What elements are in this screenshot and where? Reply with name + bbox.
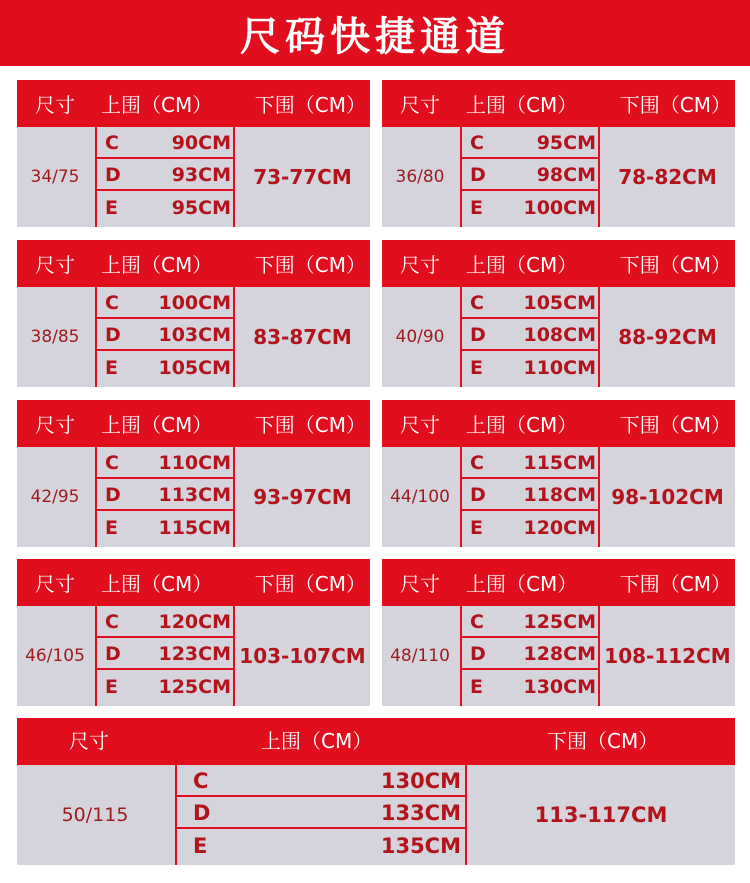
- header-bust: 上围（CM）: [261, 729, 373, 753]
- header-bust: 上围（CM）: [101, 253, 213, 277]
- underbust-value: 83-87CM: [253, 325, 352, 349]
- bust-value: 128CM: [523, 642, 596, 665]
- cup-row: [97, 192, 233, 223]
- underbust-value: 88-92CM: [618, 325, 717, 349]
- cup-letter: C: [105, 610, 119, 633]
- bust-value: 110CM: [523, 356, 596, 379]
- cup-row: [97, 128, 233, 159]
- cup-letter: C: [470, 291, 484, 314]
- cup-list: [95, 287, 235, 387]
- size-label: 44/100: [390, 487, 450, 507]
- cup-row: [97, 512, 233, 543]
- cup-letter: D: [105, 163, 121, 186]
- cup-row: [97, 288, 233, 319]
- header-bust: 上围（CM）: [101, 572, 213, 596]
- cup-list: [460, 606, 600, 706]
- header-size: 尺寸: [35, 253, 75, 277]
- cup-letter: C: [470, 451, 484, 474]
- bust-value: 133CM: [380, 800, 461, 825]
- header-bust: 上围（CM）: [466, 572, 578, 596]
- size-card: [382, 240, 735, 387]
- bust-value: 95CM: [536, 131, 596, 154]
- bust-value: 135CM: [380, 833, 461, 858]
- card-header: [382, 400, 735, 447]
- cup-letter: E: [470, 356, 483, 379]
- bust-value: 105CM: [523, 291, 596, 314]
- size-card: [382, 400, 735, 547]
- header-underbust: 下围（CM）: [254, 93, 366, 117]
- bust-value: 100CM: [523, 196, 596, 219]
- cup-row: [462, 160, 598, 191]
- header-bust: 上围（CM）: [101, 93, 213, 117]
- cup-row: [97, 352, 233, 383]
- size-card-wide: [17, 718, 735, 865]
- cup-letter: D: [105, 323, 121, 346]
- bust-value: 108CM: [523, 323, 596, 346]
- header-underbust: 下围（CM）: [619, 413, 731, 437]
- header-size: 尺寸: [35, 572, 75, 596]
- bust-value: 123CM: [158, 642, 231, 665]
- size-card: [17, 400, 370, 547]
- card-header: [17, 400, 370, 447]
- cup-row: [97, 671, 233, 702]
- cup-row: [462, 512, 598, 543]
- size-card: [17, 559, 370, 706]
- cup-letter: D: [193, 800, 211, 825]
- cup-row: [462, 480, 598, 511]
- cup-letter: C: [105, 451, 119, 474]
- bust-value: 98CM: [536, 163, 596, 186]
- cup-letter: E: [105, 516, 118, 539]
- header-size: 尺寸: [69, 729, 109, 753]
- bust-value: 105CM: [158, 356, 231, 379]
- header-underbust: 下围（CM）: [254, 413, 366, 437]
- bust-value: 110CM: [158, 451, 231, 474]
- bust-value: 115CM: [523, 451, 596, 474]
- cup-letter: E: [470, 675, 483, 698]
- page-title: 尺码快捷通道: [240, 13, 510, 60]
- cup-list: [175, 765, 467, 865]
- bust-value: 130CM: [380, 768, 461, 793]
- bust-value: 103CM: [158, 323, 231, 346]
- cup-letter: D: [470, 642, 486, 665]
- cup-row: [462, 320, 598, 351]
- underbust-value: 78-82CM: [618, 165, 717, 189]
- header-size: 尺寸: [400, 93, 440, 117]
- cup-list: [95, 127, 235, 227]
- cup-letter: C: [193, 768, 209, 793]
- cup-row: [97, 607, 233, 638]
- size-card: [382, 559, 735, 706]
- cup-row: [97, 448, 233, 479]
- cup-row: [462, 448, 598, 479]
- size-label: 48/110: [390, 646, 450, 666]
- cup-row: [97, 160, 233, 191]
- bust-value: 95CM: [171, 196, 231, 219]
- cup-letter: D: [470, 483, 486, 506]
- header-underbust: 下围（CM）: [254, 572, 366, 596]
- cup-letter: E: [193, 833, 208, 858]
- size-label: 36/80: [395, 167, 445, 187]
- header-underbust: 下围（CM）: [619, 572, 731, 596]
- cup-row: [97, 480, 233, 511]
- card-header: [382, 80, 735, 127]
- cup-list: [95, 447, 235, 547]
- bust-value: 120CM: [158, 610, 231, 633]
- card-header: [382, 559, 735, 606]
- card-header: [17, 80, 370, 127]
- cup-list: [460, 127, 600, 227]
- size-label: 34/75: [30, 167, 80, 187]
- size-card: [17, 240, 370, 387]
- bust-value: 118CM: [523, 483, 596, 506]
- cup-list: [460, 447, 600, 547]
- cup-list: [460, 287, 600, 387]
- header-bust: 上围（CM）: [101, 413, 213, 437]
- header-bust: 上围（CM）: [466, 93, 578, 117]
- cup-row: [462, 288, 598, 319]
- header-underbust: 下围（CM）: [547, 729, 659, 753]
- bust-value: 113CM: [158, 483, 231, 506]
- underbust-value: 98-102CM: [611, 485, 724, 509]
- card-header: [17, 240, 370, 287]
- underbust-value: 73-77CM: [253, 165, 352, 189]
- cup-row: [177, 766, 465, 797]
- header-size: 尺寸: [400, 253, 440, 277]
- bust-value: 93CM: [171, 163, 231, 186]
- bust-value: 125CM: [523, 610, 596, 633]
- header-bust: 上围（CM）: [466, 413, 578, 437]
- size-label: 42/95: [30, 487, 80, 507]
- underbust-value: 113-117CM: [534, 803, 668, 827]
- header-size: 尺寸: [35, 93, 75, 117]
- header-size: 尺寸: [400, 413, 440, 437]
- size-label: 46/105: [25, 646, 85, 666]
- title-bar: [0, 0, 750, 66]
- size-label: 40/90: [395, 327, 445, 347]
- card-header: [382, 240, 735, 287]
- cup-letter: D: [470, 323, 486, 346]
- cup-letter: C: [470, 610, 484, 633]
- cup-letter: C: [105, 131, 119, 154]
- cup-row: [97, 320, 233, 351]
- header-size: 尺寸: [35, 413, 75, 437]
- cup-letter: E: [105, 196, 118, 219]
- bust-value: 100CM: [158, 291, 231, 314]
- bust-value: 90CM: [171, 131, 231, 154]
- cup-row: [177, 798, 465, 829]
- cup-letter: D: [470, 163, 486, 186]
- cup-letter: E: [470, 516, 483, 539]
- cup-row: [462, 352, 598, 383]
- cup-letter: C: [470, 131, 484, 154]
- cup-letter: E: [105, 675, 118, 698]
- cup-letter: E: [105, 356, 118, 379]
- header-bust: 上围（CM）: [466, 253, 578, 277]
- header-size: 尺寸: [400, 572, 440, 596]
- cup-row: [462, 639, 598, 670]
- size-label: 50/115: [61, 804, 129, 826]
- size-label: 38/85: [30, 327, 80, 347]
- header-underbust: 下围（CM）: [619, 93, 731, 117]
- size-card: [382, 80, 735, 227]
- cup-letter: D: [105, 483, 121, 506]
- cup-row: [97, 639, 233, 670]
- cup-letter: E: [470, 196, 483, 219]
- header-underbust: 下围（CM）: [619, 253, 731, 277]
- size-card: [17, 80, 370, 227]
- cup-letter: C: [105, 291, 119, 314]
- cup-list: [95, 606, 235, 706]
- bust-value: 125CM: [158, 675, 231, 698]
- cup-letter: D: [105, 642, 121, 665]
- card-header: [17, 559, 370, 606]
- cup-row: [462, 128, 598, 159]
- cup-row: [462, 607, 598, 638]
- bust-value: 130CM: [523, 675, 596, 698]
- card-header: [17, 718, 735, 765]
- bust-value: 120CM: [523, 516, 596, 539]
- cup-row: [462, 671, 598, 702]
- underbust-value: 108-112CM: [604, 644, 731, 668]
- underbust-value: 93-97CM: [253, 485, 352, 509]
- cup-row: [177, 830, 465, 861]
- cup-row: [462, 192, 598, 223]
- header-underbust: 下围（CM）: [254, 253, 366, 277]
- underbust-value: 103-107CM: [239, 644, 366, 668]
- bust-value: 115CM: [158, 516, 231, 539]
